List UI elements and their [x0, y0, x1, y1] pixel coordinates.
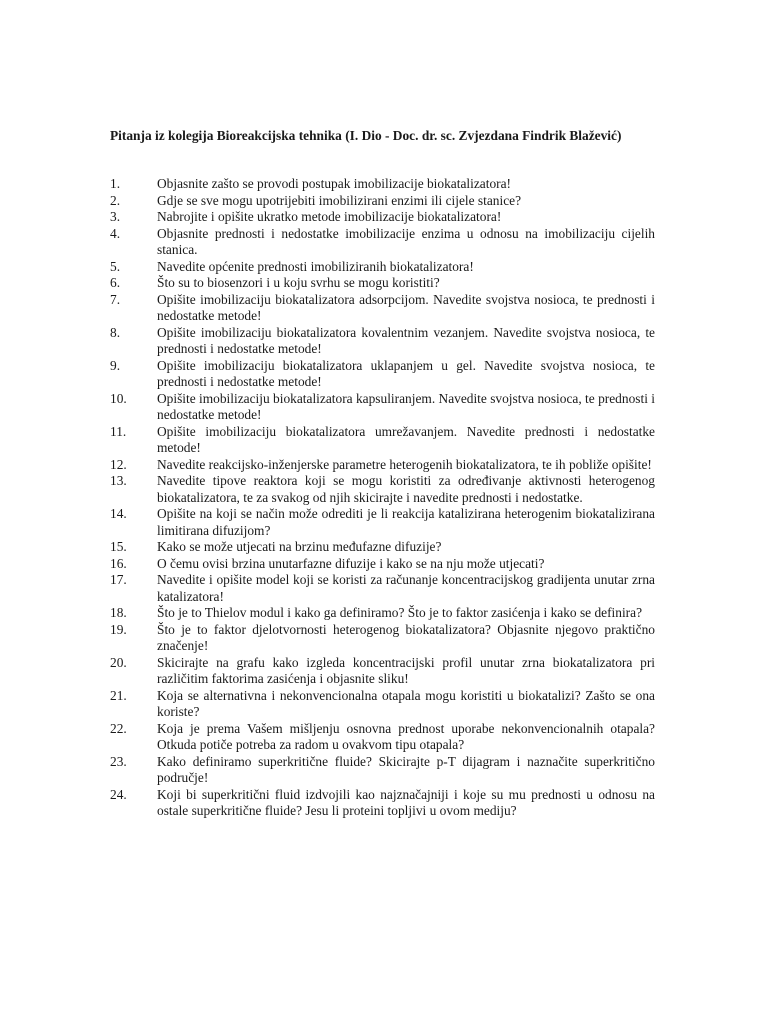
- question-number: 10.: [110, 390, 127, 406]
- question-text: Navedite tipove reaktora koji se mogu koristiti za određivanje aktivnosti heterogenog biokatalizatora, te za svakog od njih skicirajte i navedite prednosti i nedostatke.: [157, 473, 655, 505]
- list-item: [110, 506, 655, 539]
- list-item: [110, 259, 655, 276]
- question-number: 15.: [110, 539, 127, 554]
- list-item: [110, 473, 655, 506]
- list-item: [110, 358, 655, 391]
- question-text: Opišite na koji se način može odrediti je li reakcija katalizirana heterogenim biokatalizirana limitirana difuzijom?: [157, 506, 655, 538]
- question-text: Navedite i opišite model koji se koristi za računanje koncentracijskog gradijenta unutar zrna katalizatora!: [157, 572, 655, 604]
- document-title: Pitanja iz kolegija Bioreakcijska tehnika (I. Dio - Doc. dr. sc. Zvjezdana Findrik Blažević): [110, 128, 622, 143]
- question-text: Koja se alternativna i nekonvencionalna otapala mogu koristiti u biokatalizi? Zašto se ona koriste?: [157, 687, 655, 719]
- question-number: 16.: [110, 555, 127, 571]
- question-number: 18.: [110, 605, 127, 620]
- question-number: 19.: [110, 621, 127, 637]
- question-text: Opišite imobilizaciju biokatalizatora umrežavanjem. Navedite prednosti i nedostatke metode!: [157, 423, 655, 455]
- list-item: [110, 457, 655, 474]
- question-number: 21.: [110, 687, 127, 703]
- question-number: 11.: [110, 423, 127, 439]
- question-number: 3.: [110, 209, 121, 224]
- question-text: Opišite imobilizaciju biokatalizatora uklapanjem u gel. Navedite svojstva nosioca, te prednosti i nedostatke metode!: [157, 357, 655, 389]
- question-number: 22.: [110, 720, 127, 736]
- list-item: [110, 209, 655, 226]
- question-text: Koji bi superkritični fluid izdvojili kao najznačajniji i koje su mu prednosti u odnosu na ostale superkritične fluide? Jesu li proteini topljivi u ovom mediju?: [157, 786, 655, 818]
- list-item: [110, 622, 655, 655]
- question-text: Opišite imobilizaciju biokatalizatora kapsuliranjem. Navedite svojstva nosioca, te prednosti i nedostatke metode!: [157, 390, 655, 422]
- question-list: [110, 176, 655, 820]
- list-item: [110, 176, 655, 193]
- question-number: 12.: [110, 456, 127, 472]
- list-item: [110, 193, 655, 210]
- question-number: 4.: [110, 225, 121, 241]
- question-text: Navedite reakcijsko-inženjerske parametre heterogenih biokatalizatora, te ih pobliže opišite!: [157, 456, 652, 472]
- question-number: 5.: [110, 258, 121, 274]
- list-item: [110, 424, 655, 457]
- question-text: Opišite imobilizaciju biokatalizatora kovalentnim vezanjem. Navedite svojstva nosioca, te prednosti i nedostatke metode!: [157, 324, 655, 356]
- question-text: Gdje se sve mogu upotrijebiti imobilizirani enzimi ili cijele stanice?: [157, 192, 522, 208]
- question-number: 7.: [110, 291, 121, 307]
- question-text: Što su to biosenzori i u koju svrhu se mogu koristiti?: [157, 275, 440, 290]
- question-text: Opišite imobilizaciju biokatalizatora adsorpcijom. Navedite svojstva nosioca, te prednosti i nedostatke metode!: [157, 291, 655, 323]
- question-number: 6.: [110, 275, 121, 290]
- list-item: [110, 721, 655, 754]
- question-text: Kako se može utjecati na brzinu međufazne difuzije?: [157, 539, 442, 554]
- question-text: Što je to faktor djelotvornosti heterogenog biokatalizatora? Objasnite njegovo praktično značenje!: [157, 621, 655, 653]
- list-item: [110, 787, 655, 820]
- question-number: 9.: [110, 357, 121, 373]
- question-number: 23.: [110, 753, 127, 769]
- question-number: 14.: [110, 506, 127, 521]
- list-item: [110, 391, 655, 424]
- list-item: [110, 655, 655, 688]
- question-text: Što je to Thielov modul i kako ga definiramo? Što je to faktor zasićenja i kako se definira?: [157, 605, 643, 620]
- list-item: [110, 275, 655, 292]
- list-item: [110, 226, 655, 259]
- question-number: 13.: [110, 473, 127, 488]
- question-number: 1.: [110, 176, 121, 191]
- question-text: Kako definiramo superkritične fluide? Skicirajte p-T dijagram i naznačite superkritično područje!: [157, 753, 655, 785]
- question-number: 8.: [110, 324, 121, 340]
- question-number: 20.: [110, 654, 127, 670]
- question-text: O čemu ovisi brzina unutarfazne difuzije i kako se na nju može utjecati?: [157, 555, 545, 571]
- list-item: [110, 292, 655, 325]
- list-item: [110, 539, 655, 556]
- question-text: Navedite općenite prednosti imobiliziranih biokatalizatora!: [157, 258, 474, 274]
- question-text: Objasnite zašto se provodi postupak imobilizacije biokatalizatora!: [157, 176, 512, 191]
- question-number: 24.: [110, 786, 127, 802]
- question-text: Nabrojite i opišite ukratko metode imobilizacije biokatalizatora!: [157, 209, 502, 224]
- list-item: [110, 754, 655, 787]
- list-item: [110, 556, 655, 573]
- list-item: [110, 688, 655, 721]
- list-item: [110, 325, 655, 358]
- list-item: [110, 572, 655, 605]
- question-text: Koja je prema Vašem mišljenju osnovna prednost uporabe nekonvencionalnih otapala? Otkuda potiče potreba za radom u ovakvom tipu otapala?: [157, 720, 655, 752]
- list-item: [110, 605, 655, 622]
- question-number: 2.: [110, 192, 121, 208]
- question-text: Skicirajte na grafu kako izgleda koncentracijski profil unutar zrna biokatalizatora pri različitim faktorima zasićenja i objasnite sliku!: [157, 654, 655, 686]
- question-text: Objasnite prednosti i nedostatke imobilizacije enzima u odnosu na imobilizaciju cijelih stanica.: [157, 225, 655, 257]
- question-number: 17.: [110, 572, 127, 587]
